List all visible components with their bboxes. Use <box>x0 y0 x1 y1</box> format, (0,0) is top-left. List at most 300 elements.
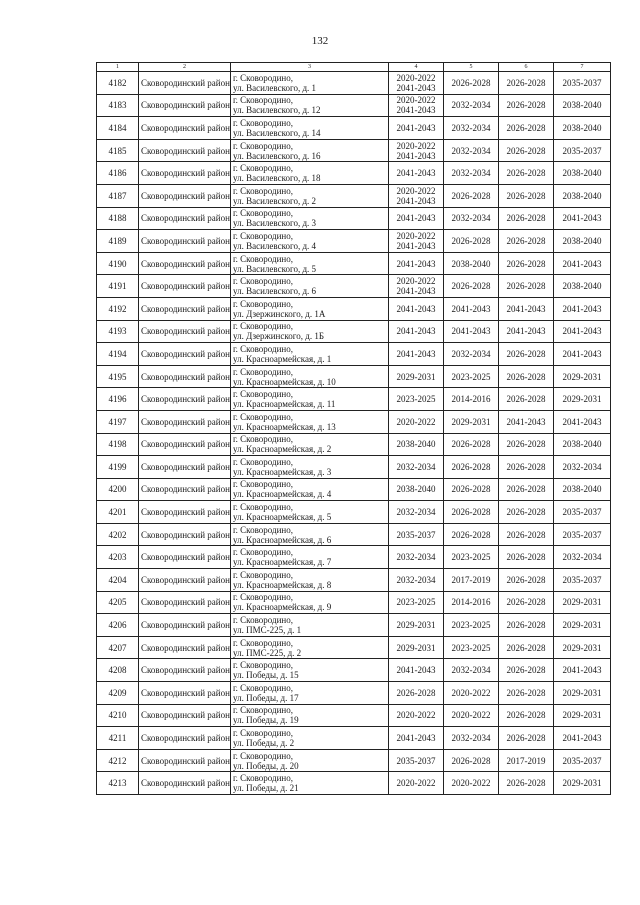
address-street: ул. Победы, д. 20 <box>233 760 299 771</box>
district-cell: Сковородинский район <box>139 297 231 320</box>
address-cell <box>231 388 389 411</box>
period-value: 2026-2028 <box>506 642 546 653</box>
period-cell-p4 <box>389 523 444 546</box>
period-cell-p5 <box>444 591 499 614</box>
period-cell-p7 <box>554 591 611 614</box>
period-cell-p7 <box>554 682 611 705</box>
period-cell-p5 <box>444 523 499 546</box>
address-city: г. Сковородино, <box>233 117 293 128</box>
period-value: 2032-2034 <box>451 665 491 676</box>
period-value: 2026-2028 <box>506 733 546 744</box>
column-number: 4 <box>389 63 444 72</box>
period-cell-p6 <box>499 252 554 275</box>
period-cell-p4 <box>389 727 444 750</box>
district-cell: Сковородинский район <box>139 749 231 772</box>
record-number-cell: 4192 <box>97 297 139 320</box>
period-cell-p5 <box>444 636 499 659</box>
period-cell-p6 <box>499 162 554 185</box>
period-cell-p4 <box>389 501 444 524</box>
district-cell: Сковородинский район <box>139 636 231 659</box>
period-value: 2020-2022 <box>396 710 436 721</box>
period-cell-p7 <box>554 569 611 592</box>
table-row <box>97 659 611 682</box>
period-cell-p4 <box>389 456 444 479</box>
period-value: 2032-2034 <box>562 461 602 472</box>
address-street: ул. Красноармейская, д. 7 <box>233 557 332 568</box>
address-city: г. Сковородино, <box>233 615 293 626</box>
period-cell-p7 <box>554 297 611 320</box>
period-value: 2035-2037 <box>396 529 436 540</box>
period-cell-p5 <box>444 275 499 298</box>
column-number: 2 <box>139 63 231 72</box>
address-cell <box>231 343 389 366</box>
record-number-cell: 4202 <box>97 523 139 546</box>
period-cell-p4 <box>389 433 444 456</box>
address-cell <box>231 184 389 207</box>
period-value: 2041-2043 <box>396 195 436 206</box>
table-row <box>97 139 611 162</box>
period-value: 2041-2043 <box>562 213 602 224</box>
period-cell-p6 <box>499 139 554 162</box>
record-number-cell: 4211 <box>97 727 139 750</box>
period-cell-p4 <box>389 659 444 682</box>
period-cell-p7 <box>554 275 611 298</box>
address-street: ул. Красноармейская, д. 8 <box>233 579 332 590</box>
period-cell-p4 <box>389 72 444 95</box>
address-cell <box>231 591 389 614</box>
record-number-cell: 4204 <box>97 569 139 592</box>
period-cell-p7 <box>554 410 611 433</box>
address-cell <box>231 72 389 95</box>
district-cell: Сковородинский район <box>139 569 231 592</box>
period-cell-p6 <box>499 320 554 343</box>
period-value: 2035-2037 <box>562 574 602 585</box>
period-value: 2032-2034 <box>451 122 491 133</box>
period-cell-p7 <box>554 523 611 546</box>
address-cell <box>231 275 389 298</box>
period-cell-p5 <box>444 546 499 569</box>
period-value: 2038-2040 <box>562 281 602 292</box>
address-city: г. Сковородино, <box>233 95 293 106</box>
period-cell-p4 <box>389 139 444 162</box>
address-street: ул. Красноармейская, д. 11 <box>233 399 336 410</box>
table-row <box>97 727 611 750</box>
period-value: 2041-2043 <box>396 733 436 744</box>
period-cell-p6 <box>499 365 554 388</box>
period-value: 2038-2040 <box>451 258 491 269</box>
address-street: ул. Победы, д. 21 <box>233 783 299 794</box>
address-cell <box>231 659 389 682</box>
table-row <box>97 523 611 546</box>
period-value: 2041-2043 <box>396 348 436 359</box>
period-value: 2020-2022 <box>396 276 436 287</box>
period-value: 2041-2043 <box>396 303 436 314</box>
period-value: 2026-2028 <box>506 439 546 450</box>
period-cell-p5 <box>444 207 499 230</box>
period-cell-p6 <box>499 230 554 253</box>
period-cell-p4 <box>389 365 444 388</box>
address-street: ул. Победы, д. 19 <box>233 715 299 726</box>
period-value: 2026-2028 <box>506 258 546 269</box>
period-cell-p5 <box>444 94 499 117</box>
period-cell-p5 <box>444 343 499 366</box>
period-value: 2041-2043 <box>562 733 602 744</box>
period-value: 2020-2022 <box>451 778 491 789</box>
period-value: 2041-2043 <box>396 150 436 161</box>
period-cell-p5 <box>444 749 499 772</box>
period-value: 2029-2031 <box>562 687 602 698</box>
period-value: 2029-2031 <box>562 620 602 631</box>
period-cell-p7 <box>554 162 611 185</box>
address-street: ул. ПМС-225, д. 2 <box>233 647 302 658</box>
address-cell <box>231 523 389 546</box>
period-value: 2029-2031 <box>562 778 602 789</box>
period-value: 2035-2037 <box>562 507 602 518</box>
period-value: 2014-2016 <box>451 394 491 405</box>
period-cell-p5 <box>444 297 499 320</box>
district-cell: Сковородинский район <box>139 682 231 705</box>
address-street: ул. Василевского, д. 16 <box>233 150 321 161</box>
address-city: г. Сковородино, <box>233 230 293 241</box>
record-number-cell: 4193 <box>97 320 139 343</box>
period-value: 2020-2022 <box>396 72 436 83</box>
table-row <box>97 749 611 772</box>
period-cell-p6 <box>499 727 554 750</box>
period-value: 2041-2043 <box>396 240 436 251</box>
period-cell-p5 <box>444 433 499 456</box>
period-cell-p7 <box>554 614 611 637</box>
period-value: 2026-2028 <box>506 77 546 88</box>
period-cell-p6 <box>499 478 554 501</box>
address-city: г. Сковородино, <box>233 569 293 580</box>
period-value: 2032-2034 <box>562 552 602 563</box>
column-number: 7 <box>554 63 611 72</box>
period-cell-p4 <box>389 478 444 501</box>
period-cell-p7 <box>554 365 611 388</box>
period-value: 2032-2034 <box>451 100 491 111</box>
address-city: г. Сковородино, <box>233 72 293 83</box>
address-street: ул. Красноармейская, д. 1 <box>233 353 332 364</box>
period-value: 2026-2028 <box>506 552 546 563</box>
period-cell-p6 <box>499 682 554 705</box>
period-cell-p4 <box>389 320 444 343</box>
address-street: ул. ПМС-225, д. 1 <box>233 625 302 636</box>
period-cell-p5 <box>444 184 499 207</box>
record-number-cell: 4198 <box>97 433 139 456</box>
address-city: г. Сковородино, <box>233 773 293 784</box>
address-city: г. Сковородино, <box>233 343 293 354</box>
address-cell <box>231 230 389 253</box>
address-city: г. Сковородино, <box>233 637 293 648</box>
table-row <box>97 636 611 659</box>
table-row <box>97 94 611 117</box>
period-cell-p5 <box>444 162 499 185</box>
address-cell <box>231 297 389 320</box>
period-cell-p7 <box>554 252 611 275</box>
period-value: 2041-2043 <box>396 82 436 93</box>
period-value: 2023-2025 <box>396 597 436 608</box>
period-cell-p7 <box>554 230 611 253</box>
district-cell: Сковородинский район <box>139 365 231 388</box>
address-street: ул. Победы, д. 17 <box>233 692 299 703</box>
address-street: ул. Василевского, д. 14 <box>233 127 321 138</box>
period-value: 2020-2022 <box>396 185 436 196</box>
period-cell-p7 <box>554 727 611 750</box>
period-cell-p7 <box>554 117 611 140</box>
period-value: 2026-2028 <box>506 574 546 585</box>
period-value: 2026-2028 <box>506 281 546 292</box>
record-number-cell: 4187 <box>97 184 139 207</box>
district-cell: Сковородинский район <box>139 184 231 207</box>
address-city: г. Сковородино, <box>233 163 293 174</box>
period-cell-p7 <box>554 478 611 501</box>
period-cell-p7 <box>554 772 611 795</box>
table-row <box>97 230 611 253</box>
period-value: 2041-2043 <box>562 326 602 337</box>
address-city: г. Сковородино, <box>233 502 293 513</box>
period-cell-p6 <box>499 72 554 95</box>
address-street: ул. Василевского, д. 18 <box>233 173 321 184</box>
period-cell-p5 <box>444 456 499 479</box>
period-value: 2026-2028 <box>506 710 546 721</box>
period-cell-p6 <box>499 456 554 479</box>
address-cell <box>231 252 389 275</box>
period-cell-p6 <box>499 117 554 140</box>
record-number-cell: 4188 <box>97 207 139 230</box>
address-street: ул. Красноармейская, д. 9 <box>233 602 332 613</box>
table-row <box>97 365 611 388</box>
period-cell-p6 <box>499 546 554 569</box>
period-value: 2026-2028 <box>506 190 546 201</box>
period-value: 2032-2034 <box>396 552 436 563</box>
period-cell-p5 <box>444 704 499 727</box>
period-value: 2020-2022 <box>396 95 436 106</box>
table-row <box>97 591 611 614</box>
period-value: 2035-2037 <box>562 77 602 88</box>
record-number-cell: 4185 <box>97 139 139 162</box>
period-value: 2041-2043 <box>506 416 546 427</box>
record-number-cell: 4207 <box>97 636 139 659</box>
column-number: 5 <box>444 63 499 72</box>
address-city: г. Сковородино, <box>233 592 293 603</box>
period-value: 2026-2028 <box>451 235 491 246</box>
period-value: 2038-2040 <box>562 439 602 450</box>
period-value: 2026-2028 <box>506 213 546 224</box>
period-value: 2041-2043 <box>451 326 491 337</box>
period-value: 2026-2028 <box>451 755 491 766</box>
address-street: ул. Красноармейская, д. 3 <box>233 466 332 477</box>
address-city: г. Сковородино, <box>233 682 293 693</box>
address-city: г. Сковородино, <box>233 547 293 558</box>
period-value: 2026-2028 <box>506 484 546 495</box>
district-cell: Сковородинский район <box>139 433 231 456</box>
period-cell-p4 <box>389 94 444 117</box>
address-street: ул. Дзержинского, д. 1Б <box>233 331 324 342</box>
address-street: ул. Красноармейская, д. 4 <box>233 489 332 500</box>
period-cell-p6 <box>499 297 554 320</box>
period-value: 2041-2043 <box>396 168 436 179</box>
record-number-cell: 4197 <box>97 410 139 433</box>
period-value: 2023-2025 <box>451 552 491 563</box>
period-value: 2026-2028 <box>506 665 546 676</box>
period-value: 2014-2016 <box>451 597 491 608</box>
period-cell-p6 <box>499 591 554 614</box>
period-cell-p5 <box>444 727 499 750</box>
period-value: 2026-2028 <box>396 687 436 698</box>
address-street: ул. Красноармейская, д. 2 <box>233 444 332 455</box>
address-cell <box>231 614 389 637</box>
table-row <box>97 72 611 95</box>
period-cell-p5 <box>444 72 499 95</box>
period-value: 2026-2028 <box>451 529 491 540</box>
period-cell-p5 <box>444 320 499 343</box>
housing-register-table <box>96 62 611 795</box>
period-value: 2029-2031 <box>562 710 602 721</box>
period-cell-p4 <box>389 207 444 230</box>
address-street: ул. Дзержинского, д. 1А <box>233 308 326 319</box>
record-number-cell: 4213 <box>97 772 139 795</box>
period-value: 2041-2043 <box>396 258 436 269</box>
district-cell: Сковородинский район <box>139 117 231 140</box>
address-city: г. Сковородино, <box>233 750 293 761</box>
address-street: ул. Красноармейская, д. 10 <box>233 376 336 387</box>
period-cell-p5 <box>444 772 499 795</box>
district-cell: Сковородинский район <box>139 252 231 275</box>
period-value: 2023-2025 <box>451 620 491 631</box>
address-cell <box>231 456 389 479</box>
period-cell-p5 <box>444 365 499 388</box>
period-cell-p7 <box>554 546 611 569</box>
address-cell <box>231 727 389 750</box>
period-cell-p6 <box>499 207 554 230</box>
period-cell-p4 <box>389 614 444 637</box>
period-value: 2032-2034 <box>451 168 491 179</box>
period-cell-p4 <box>389 343 444 366</box>
period-value: 2038-2040 <box>562 190 602 201</box>
period-value: 2032-2034 <box>396 574 436 585</box>
table-body <box>97 63 611 795</box>
district-cell: Сковородинский район <box>139 659 231 682</box>
district-cell: Сковородинский район <box>139 410 231 433</box>
table-row <box>97 184 611 207</box>
period-value: 2026-2028 <box>451 461 491 472</box>
period-value: 2038-2040 <box>562 100 602 111</box>
record-number-cell: 4209 <box>97 682 139 705</box>
period-value: 2029-2031 <box>451 416 491 427</box>
column-number: 3 <box>231 63 389 72</box>
period-value: 2041-2043 <box>396 213 436 224</box>
table-row <box>97 207 611 230</box>
address-cell <box>231 546 389 569</box>
period-cell-p5 <box>444 478 499 501</box>
period-value: 2026-2028 <box>506 122 546 133</box>
table-row <box>97 704 611 727</box>
record-number-cell: 4196 <box>97 388 139 411</box>
period-value: 2041-2043 <box>396 286 436 297</box>
address-street: ул. Василевского, д. 4 <box>233 240 317 251</box>
period-value: 2029-2031 <box>562 642 602 653</box>
period-cell-p4 <box>389 162 444 185</box>
address-street: ул. Красноармейская, д. 6 <box>233 534 332 545</box>
period-value: 2038-2040 <box>396 484 436 495</box>
period-cell-p6 <box>499 501 554 524</box>
record-number-cell: 4182 <box>97 72 139 95</box>
district-cell: Сковородинский район <box>139 478 231 501</box>
period-value: 2026-2028 <box>506 620 546 631</box>
period-cell-p4 <box>389 388 444 411</box>
district-cell: Сковородинский район <box>139 320 231 343</box>
period-cell-p6 <box>499 94 554 117</box>
period-cell-p4 <box>389 275 444 298</box>
table-row <box>97 388 611 411</box>
record-number-cell: 4208 <box>97 659 139 682</box>
period-cell-p6 <box>499 772 554 795</box>
period-value: 2038-2040 <box>562 122 602 133</box>
address-cell <box>231 410 389 433</box>
column-number: 6 <box>499 63 554 72</box>
address-city: г. Сковородино, <box>233 253 293 264</box>
address-cell <box>231 772 389 795</box>
address-cell <box>231 94 389 117</box>
period-cell-p7 <box>554 139 611 162</box>
table-row <box>97 569 611 592</box>
period-value: 2032-2034 <box>396 507 436 518</box>
period-value: 2029-2031 <box>396 620 436 631</box>
table-row <box>97 162 611 185</box>
address-city: г. Сковородино, <box>233 434 293 445</box>
period-value: 2026-2028 <box>506 507 546 518</box>
period-cell-p7 <box>554 659 611 682</box>
period-value: 2032-2034 <box>396 461 436 472</box>
address-cell <box>231 162 389 185</box>
address-cell <box>231 704 389 727</box>
period-cell-p7 <box>554 320 611 343</box>
record-number-cell: 4195 <box>97 365 139 388</box>
address-cell <box>231 365 389 388</box>
address-city: г. Сковородино, <box>233 479 293 490</box>
period-cell-p4 <box>389 636 444 659</box>
period-value: 2038-2040 <box>562 484 602 495</box>
period-cell-p4 <box>389 252 444 275</box>
record-number-cell: 4203 <box>97 546 139 569</box>
period-value: 2020-2022 <box>396 230 436 241</box>
period-value: 2041-2043 <box>396 122 436 133</box>
address-city: г. Сковородино, <box>233 660 293 671</box>
period-cell-p4 <box>389 546 444 569</box>
address-city: г. Сковородино, <box>233 208 293 219</box>
period-value: 2026-2028 <box>506 394 546 405</box>
period-cell-p7 <box>554 704 611 727</box>
address-cell <box>231 433 389 456</box>
period-value: 2029-2031 <box>396 642 436 653</box>
period-cell-p6 <box>499 749 554 772</box>
table-row <box>97 252 611 275</box>
address-city: г. Сковородино, <box>233 728 293 739</box>
record-number-cell: 4212 <box>97 749 139 772</box>
district-cell: Сковородинский район <box>139 772 231 795</box>
district-cell: Сковородинский район <box>139 94 231 117</box>
period-value: 2020-2022 <box>451 687 491 698</box>
table-row <box>97 297 611 320</box>
period-cell-p5 <box>444 682 499 705</box>
address-street: ул. Василевского, д. 2 <box>233 195 317 206</box>
table-row <box>97 410 611 433</box>
period-cell-p5 <box>444 659 499 682</box>
district-cell: Сковородинский район <box>139 614 231 637</box>
period-value: 2026-2028 <box>506 529 546 540</box>
period-value: 2038-2040 <box>562 168 602 179</box>
period-cell-p6 <box>499 410 554 433</box>
